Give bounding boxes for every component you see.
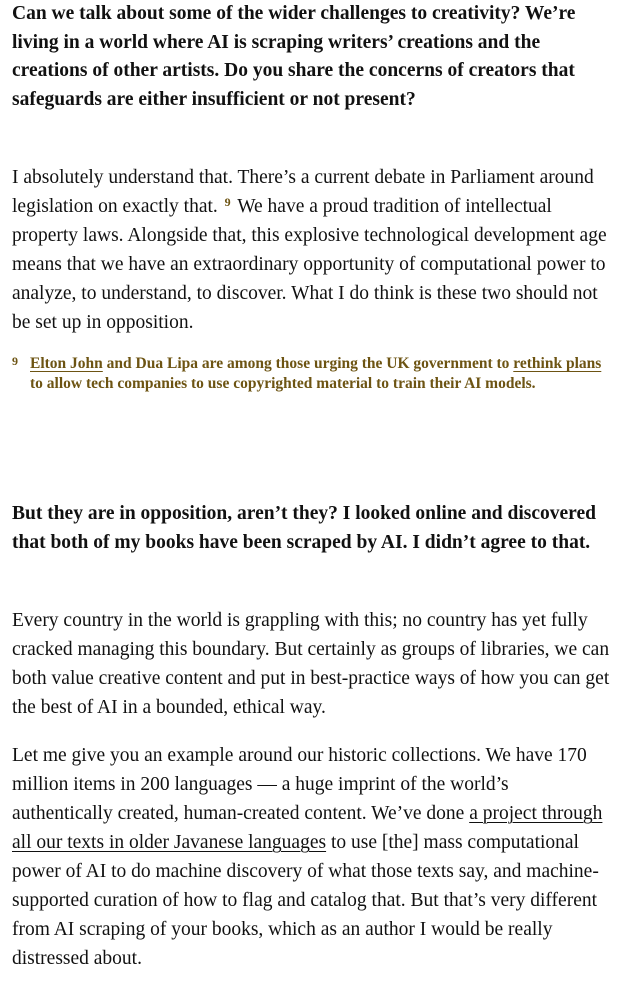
interview-question-2: But they are in opposition, aren’t they? I looked online and discovered that both of my books have been scraped by AI. I didn’t agree to that. — [12, 503, 596, 553]
footnote-text-part1: and Dua Lipa are among those urging the UK government to — [106, 355, 510, 372]
answer-1-text-start: I absolutely understand that. There’s a current debate in Parliament around legislation on exactly that. — [12, 167, 594, 217]
footnote-text — [30, 354, 612, 393]
answer-3-text-start: Let me give you an example around our historic collections. We have 170 million items in 200 languages — a huge imprint of the world’s authentically created, human-created content. We’ve done — [12, 745, 587, 824]
answer-3-text-end: to use [the] mass computational power of AI to do machine discovery of what those texts say, and machine-supported curation of how to flag and catalog that. But that’s very different from AI scraping of your books, which as an author I would be really distressed about. — [12, 832, 599, 969]
javanese-project-link[interactable]: a project through all our texts in older Javanese languages — [12, 803, 603, 853]
interview-answer-1 — [12, 163, 612, 337]
elton-john-link[interactable]: Elton John — [30, 355, 103, 372]
footnote-text-part2: to allow tech companies to use copyrighted material to train their AI models. — [30, 374, 536, 392]
interview-answer-3 — [12, 741, 612, 973]
footnote-number: 9 — [12, 354, 18, 368]
rethink-plans-link[interactable]: rethink plans — [513, 355, 602, 372]
interview-answer-2: Every country in the world is grappling with this; no country has yet fully cracked managing this boundary. But certainly as groups of libraries, we can both value creative content and put in best-practice ways of how you can get the best of AI in a bounded, ethical way. — [12, 610, 610, 718]
footnote-reference-9[interactable]: 9 — [224, 195, 231, 209]
footnote-9 — [12, 354, 612, 393]
interview-question-1: Can we talk about some of the wider challenges to creativity? We’re living in a world where AI is scraping writers’ creations and the creations of other artists. Do you share the concerns of creators that safeguards are either insufficient or not present? — [12, 3, 576, 110]
answer-1-text-end: We have a proud tradition of intellectual property laws. Alongside that, this explosive technological development age means that we have an extraordinary opportunity of computational power to analyze, to understand, to discover. What I do think is these two should not be set up in opposition. — [12, 196, 607, 333]
